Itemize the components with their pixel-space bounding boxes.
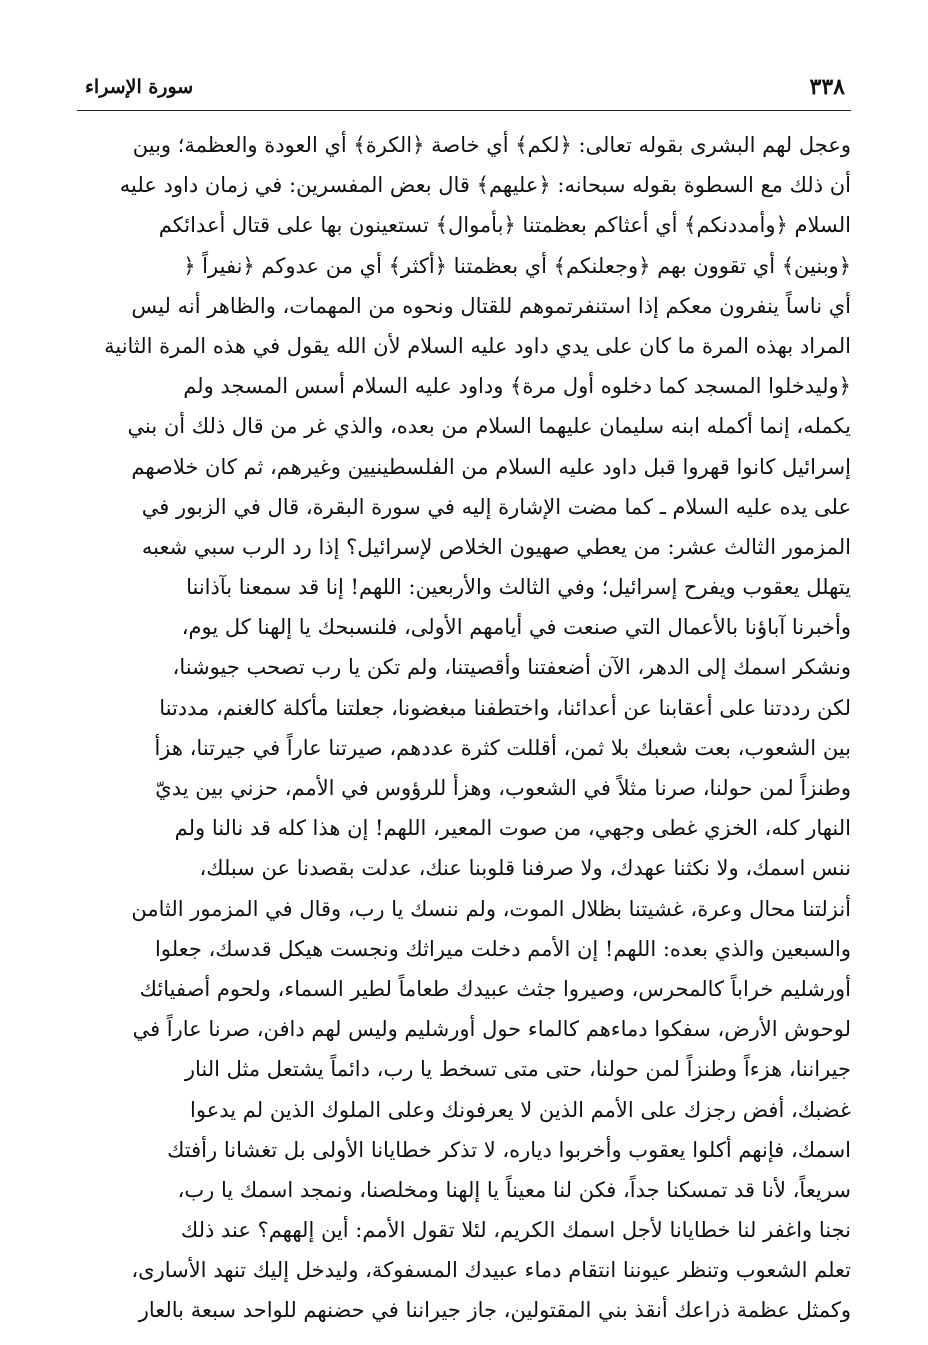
text-line: المراد بهذه المرة ما كان على يدي داود عليه السلام لأن الله يقول في هذه المرة الثانية — [104, 333, 851, 358]
text-line: يكمله، إنما أكمله ابنه سليمان عليهما السلام من بعده، والذي غر من قال ذلك أن بني — [127, 414, 851, 439]
text-line: والسبعين والذي بعده: اللهم! إن الأمم دخلت ميراثك ونجست هيكل قدسك، جعلوا — [155, 936, 851, 961]
text-line: لوحوش الأرض، سفكوا دماءهم كالماء حول أورشليم وليس لهم دافن، صرنا عاراً في — [132, 1017, 851, 1042]
text-line: سريعاً، لأنا قد تمسكنا جداً، فكن لنا معيناً يا إلهنا ومخلصنا، ونمجد اسمك يا رب، — [177, 1177, 851, 1202]
text-line: أورشليم خراباً كالمحرس، وصيروا جثث عبيدك طعاماً لطير السماء، ولحوم أصفيائك — [139, 976, 851, 1001]
text-line: أنزلتنا محال وعرة، غشيتنا بظلال الموت، ولم ننسك يا رب، وقال في المزمور الثامن — [131, 896, 851, 921]
page-number: ٣٣٨ — [809, 74, 845, 100]
text-line: يتهلل يعقوب ويفرح إسرائيل؛ وفي الثالث والأربعين: اللهم! إنا قد سمعنا بآذاننا — [186, 575, 851, 600]
text-line: على يده عليه السلام ـ كما مضت الإشارة إليه في سورة البقرة، قال في الزبور في — [141, 494, 851, 519]
text-line: تعلم الشعوب وتنظر عيوننا انتقام دماء عبيدك المسفوكة، وليدخل إليك تنهد الأسارى، — [131, 1258, 851, 1283]
text-line: بين الشعوب، بعت شعبك بلا ثمن، أقللت كثرة عددهم، صيرتنا عاراً في جيرتنا، هزأ — [154, 735, 851, 760]
text-line: وطنزاً لمن حولنا، صرنا مثلاً في الشعوب، وهزأ للرؤوس في الأمم، حزني بين يديّ — [155, 776, 851, 800]
body-text — [77, 125, 851, 1331]
surah-title: سورة الإسراء — [85, 76, 194, 98]
text-line: اسمك، فإنهم أكلوا يعقوب وأخربوا دياره، لا تذكر خطايانا الأولى بل تغشانا رأفتك — [167, 1137, 851, 1162]
text-line: ننس اسمك، ولا نكثنا عهدك، ولا صرفنا قلوبنا عنك، عدلت بقصدنا عن سبلك، — [199, 856, 851, 881]
text-line: ﴿وليدخلوا المسجد كما دخلوه أول مرة﴾ وداود عليه السلام أسس المسجد ولم — [183, 374, 851, 399]
text-line: غضبك، أفض رجزك على الأمم الذين لا يعرفونك وعلى الملوك الذين لم يدعوا — [190, 1097, 851, 1122]
text-line: وأخبرنا آباؤنا بالأعمال التي صنعت في أيامهم الأولى، فلنسبحك يا إلهنا كل يوم، — [181, 615, 851, 640]
text-line: ﴿وبنين﴾ أي تقوون بهم ﴿وجعلنكم﴾ أي بعظمتنا ﴿أكثر﴾ أي من عدوكم ﴿نفيراً ﴿ — [183, 253, 851, 278]
page-header — [77, 66, 851, 111]
text-line: أي ناساً ينفرون معكم إذا استنفرتموهم للقتال ونحوه من المهمات، والظاهر أنه ليس — [131, 293, 851, 318]
text-line: أن ذلك مع السطوة بقوله سبحانه: ﴿عليهم﴾ قال بعض المفسرين: في زمان داود عليه — [119, 173, 851, 198]
text-line: ونشكر اسمك إلى الدهر، الآن أضعفتنا وأقصيتنا، ولم تكن يا رب تصحب جيوشنا، — [172, 655, 851, 680]
text-line: النهار كله، الخزي غطى وجهي، من صوت المعير، اللهم! إن هذا كله قد نالنا ولم — [174, 816, 851, 841]
text-line: المزمور الثالث عشر: من يعطي صهيون الخلاص لإسرائيل؟ إذا رد الرب سبي شعبه — [141, 534, 851, 559]
book-page — [77, 66, 851, 1331]
text-line: وعجل لهم البشرى بقوله تعالى: ﴿لكم﴾ أي خاصة ﴿الكرة﴾ أي العودة والعظمة؛ وبين — [132, 133, 851, 157]
text-line: جيراننا، هزءاً وطنزاً لمن حولنا، حتى متى تسخط يا رب، دائماً يشتعل مثل النار — [184, 1057, 851, 1082]
text-line: نجنا واغفر لنا خطايانا لأجل اسمك الكريم، لئلا تقول الأمم: أين إلههم؟ عند ذلك — [180, 1218, 851, 1243]
text-line: وكمثل عظمة ذراعك أنقذ بني المقتولين، جاز جيراننا في حضنهم للواحد سبعة بالعار — [138, 1298, 851, 1323]
text-line: لكن رددتنا على أعقابنا عن أعدائنا، واختطفنا مبغضونا، جعلتنا مأكلة كالغنم، مددتنا — [159, 695, 851, 720]
text-line: السلام ﴿وأمددنكم﴾ أي أعثاكم بعظمتنا ﴿بأموال﴾ تستعينون بها على قتال أعدائكم — [158, 213, 851, 238]
text-line: إسرائيل كانوا قهروا قبل داود عليه السلام من الفلسطينيين وغيرهم، ثم كان خلاصهم — [131, 454, 851, 479]
